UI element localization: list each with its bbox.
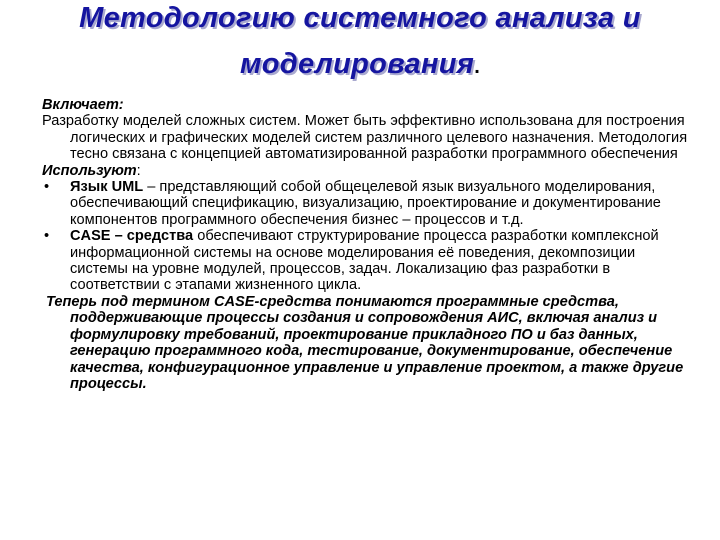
- uses-colon: :: [136, 162, 141, 179]
- bullet-marker: •: [44, 228, 50, 245]
- bullet-text: обеспечивают структурирование процесса разработки комплексной информационной системы на основе моделирования её поведения, декомпозиции системы на уровне модулей, процессов, задач. Локализацию фаз разработки в соответствии с этапами жизненного цикла.: [70, 228, 659, 294]
- bullet-case: [42, 228, 692, 294]
- bullet-uml: [42, 179, 692, 228]
- bullet-marker: •: [44, 179, 50, 196]
- includes-label: Включает:: [42, 97, 124, 113]
- bullet-term: CASE – средства: [70, 228, 194, 245]
- title-dot: .: [474, 56, 481, 78]
- uses-label: Используют: [42, 162, 137, 179]
- slide-body: [42, 97, 692, 392]
- title-line-2-text: моделирования: [239, 48, 475, 80]
- includes-paragraph: Разработку моделей сложных систем. Может быть эффективно использована для построения логических и графических моделей систем различного целевого назначения. Методология тесно связана с концепцией автоматизированной разработки программного обеспечения: [42, 113, 688, 163]
- uses-label-line: [42, 163, 692, 179]
- title-line-2: [20, 48, 700, 81]
- includes-label-line: [42, 97, 692, 113]
- bullet-term: Язык UML: [70, 179, 144, 196]
- title-line-1: Методологию системного анализа и: [79, 2, 641, 34]
- bullet-text: – представляющий собой общецелевой язык визуального моделирования, обеспечивающий спецификацию, визуализацию, проектирование и документирование компонентов программного обеспечения бизнес – процессов и т.д.: [70, 179, 661, 228]
- case-definition-paragraph: Теперь под термином CASE-средства понимаются программные средства, поддерживающие процессы создания и сопровождения АИС, включая анализ и формулировку требований, проектирование прикладного ПО и баз данных, генерацию программного кода, тестирование, документирование, обеспечение качества, конфигурационное управление и управление проектом, а также другие процессы.: [46, 293, 684, 392]
